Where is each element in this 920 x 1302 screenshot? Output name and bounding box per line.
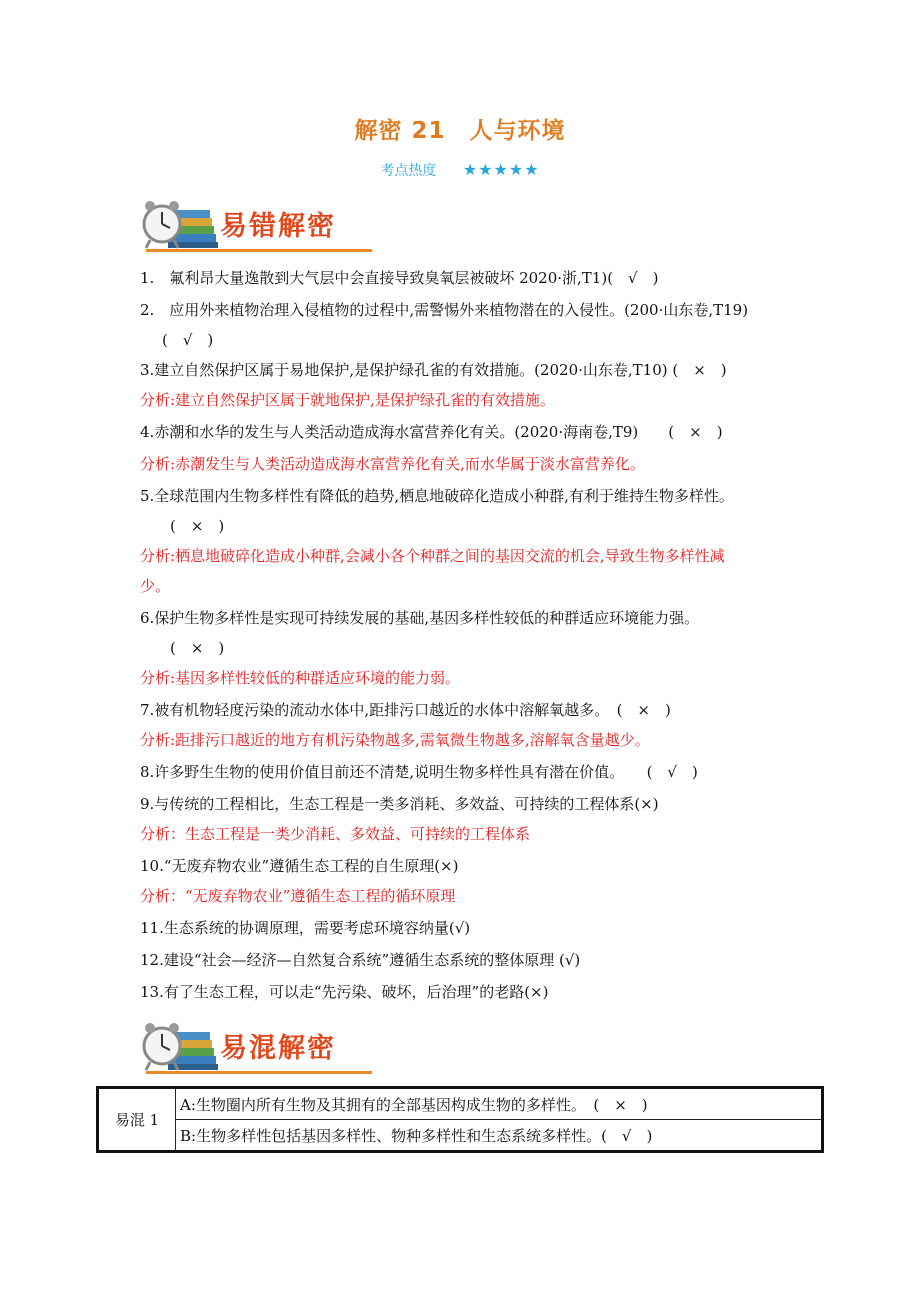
- table-row: [98, 1120, 823, 1152]
- list-item: 11.生态系统的协调原理，需要考虑环境容纳量(√): [140, 919, 471, 937]
- analysis-text: 分析:栖息地破碎化造成小种群,会减小各个种群之间的基因交流的机会,导致生物多样性减: [140, 547, 725, 565]
- heat-row: [0, 160, 920, 180]
- page-title: 解密 21 人与环境: [354, 118, 566, 144]
- list-item: ( × ): [170, 517, 225, 535]
- banner-underline: [146, 249, 372, 252]
- list-item: 1. 氟利昂大量逸散到大气层中会直接导致臭氧层被破坏 2020·浙,T1)( √ ): [140, 269, 659, 287]
- confusion-option-b: B:生物多样性包括基因多样性、物种多样性和生态系统多样性。( √ ): [176, 1120, 823, 1152]
- alarm-clock-books-icon: [140, 194, 220, 254]
- section-title-confusions: 易混解密: [220, 1033, 336, 1064]
- confusion-label: 易混 1: [98, 1088, 176, 1152]
- section-banner-errors: [140, 194, 372, 256]
- analysis-text: 少。: [140, 577, 171, 595]
- banner-underline: [146, 1071, 372, 1074]
- list-item: ( √ ): [162, 331, 214, 349]
- list-item: 7.被有机物轻度污染的流动水体中,距排污口越近的水体中溶解氧越多。 ( × ): [140, 701, 671, 719]
- list-item: 5.全球范围内生物多样性有降低的趋势,栖息地破碎化造成小种群,有利于维持生物多样性。: [140, 487, 734, 505]
- list-item: 10.“无废弃物农业”遵循生态工程的自生原理(×): [140, 857, 459, 875]
- star-rating: ★★★★★: [462, 160, 540, 179]
- confusion-table: [96, 1086, 824, 1153]
- list-item: 12.建设“社会—经济—自然复合系统”遵循生态系统的整体原理 (√): [140, 951, 581, 969]
- table-row: [98, 1088, 823, 1120]
- list-item: 2. 应用外来植物治理入侵植物的过程中,需警惕外来植物潜在的入侵性。(200·山东卷,T19): [140, 301, 749, 319]
- confusion-option-a: A:生物圈内所有生物及其拥有的全部基因构成生物的多样性。 ( × ): [176, 1088, 823, 1120]
- list-item: 4.赤潮和水华的发生与人类活动造成海水富营养化有关。(2020·海南卷,T9) ( × ): [140, 423, 723, 441]
- list-item: 6.保护生物多样性是实现可持续发展的基础,基因多样性较低的种群适应环境能力强。: [140, 609, 700, 627]
- analysis-text: 分析：“无废弃物农业”遵循生态工程的循环原理: [140, 887, 456, 905]
- analysis-text: 分析:距排污口越近的地方有机污染物越多,需氧微生物越多,溶解氧含量越少。: [140, 731, 650, 749]
- analysis-text: 分析:基因多样性较低的种群适应环境的能力弱。: [140, 669, 461, 687]
- analysis-text: 分析：生态工程是一类少消耗、多效益、可持续的工程体系: [140, 825, 531, 843]
- list-item: 3.建立自然保护区属于易地保护,是保护绿孔雀的有效措施。(2020·山东卷,T10) ( × ): [140, 361, 727, 379]
- list-item: 9.与传统的工程相比，生态工程是一类多消耗、多效益、可持续的工程体系(×): [140, 795, 659, 813]
- section-banner-confusions: [140, 1016, 372, 1078]
- analysis-text: 分析:赤潮发生与人类活动造成海水富营养化有关,而水华属于淡水富营养化。: [140, 455, 645, 473]
- analysis-text: 分析:建立自然保护区属于就地保护,是保护绿孔雀的有效措施。: [140, 391, 555, 409]
- list-item: 8.许多野生生物的使用价值目前还不清楚,说明生物多样性具有潜在价值。 ( √ ): [140, 763, 698, 781]
- alarm-clock-books-icon: [140, 1016, 220, 1076]
- heat-label: 考点热度: [380, 163, 437, 179]
- section-title-errors: 易错解密: [220, 211, 336, 242]
- list-item: ( × ): [170, 639, 225, 657]
- list-item: 13.有了生态工程，可以走“先污染、破坏，后治理”的老路(×): [140, 983, 549, 1001]
